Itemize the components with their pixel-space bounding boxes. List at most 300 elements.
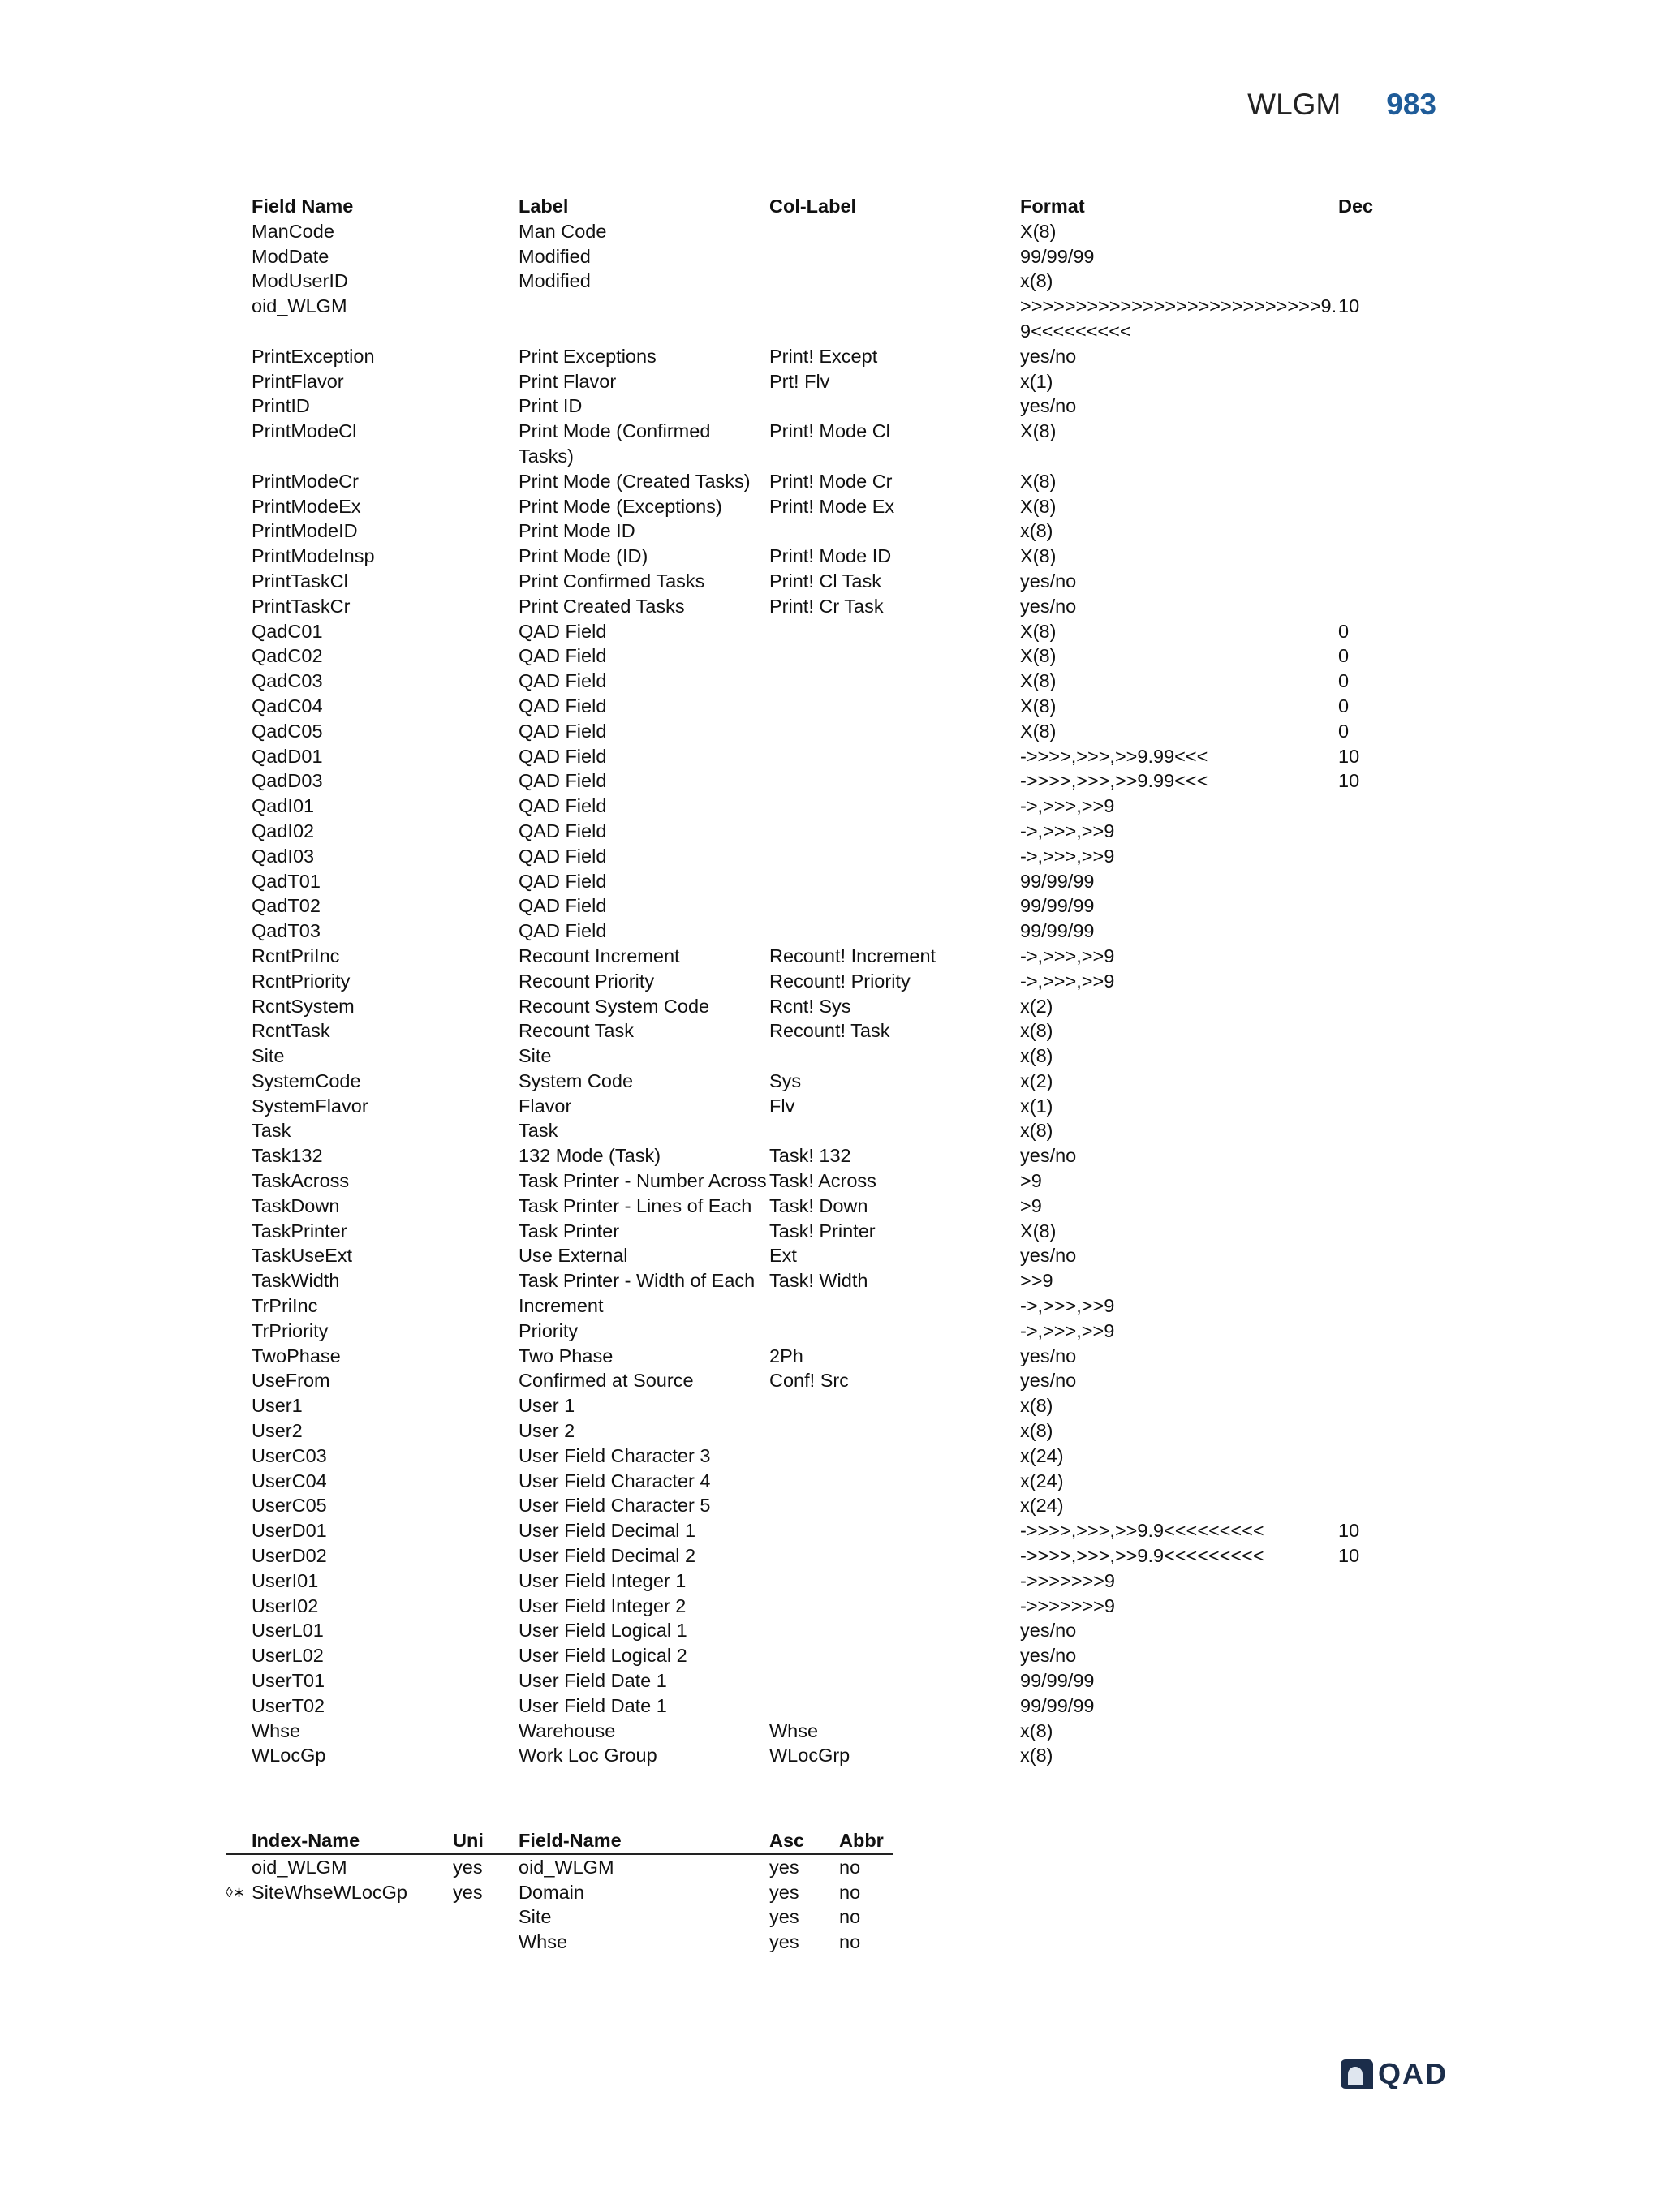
col-label-cell: Prt! Flv (769, 370, 830, 392)
col-label-cell (769, 1569, 1020, 1594)
format-cell: ->,>>>,>>9 (1020, 820, 1115, 841)
label-cell: Modified (519, 245, 591, 267)
uni-cell: yes (453, 1856, 483, 1878)
field-name-cell: PrintModeEx (252, 495, 361, 517)
format-cell: yes/no (1020, 345, 1077, 367)
format-cell: yes/no (1020, 1345, 1077, 1366)
label-cell: Print Mode ID (519, 520, 635, 542)
dec-cell (1338, 1194, 1387, 1219)
table-row (252, 1368, 1387, 1393)
format-cell: X(8) (1020, 420, 1057, 442)
uni-cell (453, 1930, 519, 1955)
col-label-cell: Print! Mode Cl (769, 420, 890, 442)
col-label-cell (769, 1518, 1020, 1543)
label-cell: Work Loc Group (519, 1745, 657, 1767)
table-row (252, 244, 1387, 269)
format-cell: x(8) (1020, 1045, 1053, 1067)
field-name-cell: Whse (519, 1931, 568, 1953)
table-row (252, 369, 1387, 394)
dec-cell (1338, 1668, 1387, 1693)
format-cell: x(1) (1020, 1095, 1053, 1117)
col-label-cell: Task! Width (769, 1270, 868, 1292)
field-name-cell: ModDate (252, 245, 329, 267)
dec-cell (1338, 1143, 1387, 1168)
asc-cell: yes (769, 1856, 799, 1878)
table-row (252, 619, 1387, 644)
dec-cell (1338, 1418, 1387, 1444)
format-cell: x(24) (1020, 1495, 1064, 1517)
format-cell: ->>>>,>>>,>>9.9<<<<<<<<< (1020, 1545, 1264, 1567)
table-row (252, 594, 1387, 619)
table-row (252, 1444, 1387, 1469)
col-label-cell: Task! Printer (769, 1220, 876, 1242)
dec-cell (1338, 269, 1387, 294)
format-cell: yes/no (1020, 595, 1077, 617)
field-name-cell: QadC01 (252, 620, 323, 642)
field-name-cell: UserT02 (252, 1694, 325, 1716)
dec-cell (1338, 893, 1387, 919)
table-row (252, 919, 1387, 944)
table-row (252, 1094, 1387, 1119)
format-cell: >9 (1020, 1170, 1042, 1192)
format-cell: ->,>>>,>>9 (1020, 1295, 1115, 1317)
dec-cell (1338, 1444, 1387, 1469)
col-label-cell: Print! Mode ID (769, 545, 892, 567)
label-cell: Print Flavor (519, 370, 617, 392)
dec-cell (1338, 1219, 1387, 1244)
col-label-cell (769, 794, 1020, 819)
field-name-cell: User2 (252, 1420, 303, 1442)
table-row (252, 719, 1387, 744)
field-name-cell: oid_WLGM (252, 295, 347, 317)
dec-cell (1338, 944, 1387, 969)
format-cell: >9 (1020, 1194, 1042, 1216)
format-cell: ->,>>>,>>9 (1020, 845, 1115, 867)
column-header-index-name: Index-Name (252, 1828, 453, 1854)
field-name-cell: UseFrom (252, 1370, 330, 1392)
index-name-cell: SiteWhseWLocGp (252, 1881, 407, 1903)
field-definition-table (252, 194, 1387, 1768)
dec-cell (1338, 1594, 1387, 1619)
format-cell: x(8) (1020, 1120, 1053, 1142)
dec-cell (1338, 919, 1387, 944)
qad-logo-text: QAD (1378, 2057, 1448, 2090)
label-cell: User Field Character 3 (519, 1444, 711, 1466)
dec-cell (1338, 519, 1387, 544)
dec-cell (1338, 469, 1387, 494)
label-cell: Print ID (519, 395, 583, 417)
label-cell: QAD Field (519, 845, 607, 867)
column-header-uni: Uni (453, 1828, 519, 1854)
field-name-cell: ModUserID (252, 270, 348, 292)
label-cell: Print Created Tasks (519, 595, 685, 617)
dec-cell: 10 (1338, 1545, 1360, 1567)
col-label-cell: Print! Cl Task (769, 570, 881, 592)
col-label-cell (769, 244, 1020, 269)
dec-cell (1338, 594, 1387, 619)
table-row (252, 519, 1387, 544)
col-label-cell: Task! Down (769, 1194, 868, 1216)
format-cell: ->>>>>>>9 (1020, 1594, 1115, 1616)
table-row (252, 869, 1387, 894)
label-cell: Recount Priority (519, 970, 655, 992)
dec-cell (1338, 869, 1387, 894)
field-name-cell: QadC02 (252, 645, 323, 667)
col-label-cell (769, 519, 1020, 544)
field-name-cell: TaskPrinter (252, 1220, 347, 1242)
column-header-asc: Asc (769, 1828, 839, 1854)
table-row (252, 1518, 1387, 1543)
col-label-cell: Flv (769, 1095, 795, 1117)
field-name-cell: Task132 (252, 1145, 323, 1167)
table-row (252, 1194, 1387, 1219)
label-cell: QAD Field (519, 720, 607, 742)
dec-cell (1338, 1368, 1387, 1393)
field-name-cell: SystemFlavor (252, 1095, 368, 1117)
dec-cell (1338, 794, 1387, 819)
label-cell: User Field Date 1 (519, 1670, 667, 1692)
label-cell: QAD Field (519, 870, 607, 892)
label-cell: User 2 (519, 1420, 575, 1442)
label-cell: Use External (519, 1245, 628, 1267)
label-cell: Priority (519, 1319, 579, 1341)
format-cell: 99/99/99 (1020, 920, 1095, 942)
field-name-cell: PrintException (252, 345, 375, 367)
col-label-cell (769, 1293, 1020, 1319)
format-cell: ->,>>>,>>9 (1020, 795, 1115, 817)
uni-cell (453, 1904, 519, 1930)
field-table-header-row (252, 194, 1387, 219)
format-cell: X(8) (1020, 220, 1057, 242)
table-row (252, 1168, 1387, 1194)
field-name-cell: RcntSystem (252, 995, 355, 1017)
dec-cell (1338, 1118, 1387, 1143)
field-name-cell: RcntPriInc (252, 945, 340, 966)
field-name-cell: QadI03 (252, 845, 315, 867)
col-label-cell (769, 719, 1020, 744)
dec-cell (1338, 1094, 1387, 1119)
dec-cell (1338, 1168, 1387, 1194)
label-cell: User Field Character 5 (519, 1495, 711, 1517)
label-cell: User Field Logical 1 (519, 1620, 687, 1642)
qad-logo (1341, 2057, 1448, 2091)
table-row (252, 1118, 1387, 1143)
column-header-field-name: Field Name (252, 196, 354, 217)
index-marker (226, 1930, 252, 1955)
index-table-header-row (226, 1828, 893, 1854)
label-cell: Increment (519, 1295, 604, 1317)
asc-cell: yes (769, 1906, 799, 1928)
col-label-cell (769, 844, 1020, 869)
format-cell: X(8) (1020, 695, 1057, 717)
col-label-cell (769, 269, 1020, 294)
col-label-cell (769, 619, 1020, 644)
format-cell: X(8) (1020, 645, 1057, 667)
format-cell: ->>>>,>>>,>>9.99<<< (1020, 745, 1208, 767)
field-name-cell: TaskDown (252, 1194, 340, 1216)
label-cell: QAD Field (519, 670, 607, 692)
col-label-cell: Recount! Increment (769, 945, 936, 966)
table-row (252, 1668, 1387, 1693)
table-row (252, 1493, 1387, 1518)
field-name-cell: UserC05 (252, 1495, 327, 1517)
format-cell: x(1) (1020, 370, 1053, 392)
col-label-cell (769, 819, 1020, 844)
dec-cell: 0 (1338, 645, 1350, 667)
field-name-cell: PrintTaskCr (252, 595, 351, 617)
label-cell: User Field Integer 2 (519, 1594, 687, 1616)
col-label-cell (769, 1618, 1020, 1643)
label-cell: Print Mode (Created Tasks) (519, 470, 751, 492)
field-name-cell: TaskWidth (252, 1270, 340, 1292)
table-row (252, 768, 1387, 794)
col-label-cell (769, 1469, 1020, 1494)
label-cell: Modified (519, 270, 591, 292)
dec-cell: 0 (1338, 670, 1350, 692)
table-row (252, 643, 1387, 669)
table-row (252, 1693, 1387, 1719)
format-cell: X(8) (1020, 720, 1057, 742)
table-row (252, 744, 1387, 769)
field-name-cell: PrintTaskCl (252, 570, 348, 592)
index-marker-header (226, 1828, 252, 1854)
col-label-cell (769, 1543, 1020, 1569)
col-label-cell (769, 694, 1020, 719)
table-row (252, 569, 1387, 594)
qad-logo-icon (1341, 2059, 1373, 2089)
format-cell: x(8) (1020, 1719, 1053, 1741)
label-cell (519, 294, 769, 344)
column-header-abbr: Abbr (839, 1828, 893, 1854)
table-row (252, 1418, 1387, 1444)
col-label-cell: Print! Mode Ex (769, 495, 895, 517)
format-cell: yes/no (1020, 1145, 1077, 1167)
format-cell: X(8) (1020, 495, 1057, 517)
label-cell: Recount Increment (519, 945, 680, 966)
dec-cell (1338, 494, 1387, 519)
field-name-cell: TrPriority (252, 1319, 329, 1341)
label-cell: QAD Field (519, 645, 607, 667)
field-name-cell: User1 (252, 1395, 303, 1417)
format-cell: x(8) (1020, 1745, 1053, 1767)
col-label-cell (769, 893, 1020, 919)
col-label-cell: Recount! Task (769, 1020, 890, 1042)
dec-cell (1338, 394, 1387, 419)
label-cell: User Field Integer 1 (519, 1569, 687, 1591)
field-name-cell: TrPriInc (252, 1295, 318, 1317)
label-cell: 132 Mode (Task) (519, 1145, 661, 1167)
table-row (252, 1543, 1387, 1569)
label-cell: User Field Logical 2 (519, 1645, 687, 1667)
col-label-cell: WLocGrp (769, 1745, 850, 1767)
col-label-cell (769, 1418, 1020, 1444)
format-cell: X(8) (1020, 1220, 1057, 1242)
col-label-cell (769, 1693, 1020, 1719)
col-label-cell: Whse (769, 1719, 819, 1741)
label-cell: Recount System Code (519, 995, 710, 1017)
dec-cell (1338, 1393, 1387, 1418)
col-label-cell: Print! Mode Cr (769, 470, 893, 492)
field-name-cell: PrintID (252, 395, 310, 417)
col-label-cell (769, 1393, 1020, 1418)
dec-cell (1338, 1018, 1387, 1044)
table-row (226, 1854, 893, 1880)
format-cell: ->,>>>,>>9 (1020, 945, 1115, 966)
label-cell: QAD Field (519, 695, 607, 717)
field-name-cell: UserI01 (252, 1569, 319, 1591)
label-cell: QAD Field (519, 895, 607, 917)
label-cell: Recount Task (519, 1020, 634, 1042)
col-label-cell: Recount! Priority (769, 970, 911, 992)
dec-cell (1338, 1344, 1387, 1369)
dec-cell (1338, 219, 1387, 244)
col-label-cell (769, 1643, 1020, 1668)
label-cell: Two Phase (519, 1345, 614, 1366)
col-label-cell (769, 919, 1020, 944)
table-row (226, 1880, 893, 1905)
col-label-cell (769, 744, 1020, 769)
table-row (252, 1618, 1387, 1643)
col-label-cell (769, 294, 1020, 344)
field-name-cell: QadD03 (252, 770, 323, 792)
table-row (252, 394, 1387, 419)
dec-cell (1338, 1743, 1387, 1768)
label-cell: Print Mode (ID) (519, 545, 648, 567)
asc-cell: yes (769, 1881, 799, 1903)
dec-cell (1338, 994, 1387, 1019)
page-header (1247, 88, 1436, 122)
label-cell: Task Printer - Number Across (519, 1170, 767, 1192)
index-marker (226, 1904, 252, 1930)
dec-cell (1338, 1643, 1387, 1668)
col-label-cell (769, 1668, 1020, 1693)
field-name-cell: UserL01 (252, 1620, 324, 1642)
format-cell: >>9 (1020, 1270, 1053, 1292)
field-name-cell: UserC03 (252, 1444, 327, 1466)
col-label-cell (769, 768, 1020, 794)
col-label-cell (769, 1594, 1020, 1619)
col-label-cell (769, 394, 1020, 419)
field-name-cell: WLocGp (252, 1745, 326, 1767)
label-cell: Warehouse (519, 1719, 616, 1741)
dec-cell (1338, 819, 1387, 844)
field-name-cell: oid_WLGM (519, 1856, 614, 1878)
field-name-cell: PrintModeID (252, 520, 358, 542)
label-cell: QAD Field (519, 920, 607, 942)
dec-cell (1338, 1493, 1387, 1518)
format-cell: yes/no (1020, 1370, 1077, 1392)
format-cell: X(8) (1020, 670, 1057, 692)
format-cell: X(8) (1020, 620, 1057, 642)
dec-cell: 10 (1338, 295, 1360, 317)
col-label-cell: Task! Across (769, 1170, 876, 1192)
label-cell: User Field Decimal 1 (519, 1520, 696, 1542)
abbr-cell: no (839, 1856, 861, 1878)
field-name-cell: PrintModeCr (252, 470, 359, 492)
dec-cell (1338, 1618, 1387, 1643)
field-name-cell: ManCode (252, 220, 334, 242)
field-name-cell: TaskAcross (252, 1170, 350, 1192)
col-label-cell (769, 1493, 1020, 1518)
field-name-cell: QadT01 (252, 870, 321, 892)
format-cell: ->>>>>>>9 (1020, 1569, 1115, 1591)
dec-cell (1338, 544, 1387, 569)
format-cell: ->,>>>,>>9 (1020, 1319, 1115, 1341)
field-name-cell: SystemCode (252, 1069, 361, 1091)
label-cell: Print Mode (Confirmed Tasks) (519, 420, 711, 467)
col-label-cell (769, 1319, 1020, 1344)
table-row (252, 1743, 1387, 1768)
label-cell: QAD Field (519, 795, 607, 817)
dec-cell (1338, 419, 1387, 469)
col-label-cell (769, 1444, 1020, 1469)
field-name-cell: RcntPriority (252, 970, 351, 992)
format-cell: x(8) (1020, 270, 1053, 292)
table-row (252, 1594, 1387, 1619)
dec-cell (1338, 369, 1387, 394)
format-cell: x(8) (1020, 1420, 1053, 1442)
label-cell: Print Confirmed Tasks (519, 570, 705, 592)
format-cell: ->>>>,>>>,>>9.99<<< (1020, 770, 1208, 792)
dec-cell: 10 (1338, 1520, 1360, 1542)
col-label-cell (769, 1118, 1020, 1143)
table-row (226, 1930, 893, 1955)
table-row (252, 844, 1387, 869)
table-row (252, 994, 1387, 1019)
dec-cell: 10 (1338, 745, 1360, 767)
field-name-cell: Domain (519, 1881, 584, 1903)
table-row (252, 669, 1387, 694)
field-name-cell: UserC04 (252, 1470, 327, 1491)
label-cell: QAD Field (519, 745, 607, 767)
table-row (252, 269, 1387, 294)
table-row (252, 694, 1387, 719)
field-name-cell: QadD01 (252, 745, 323, 767)
dec-cell (1338, 1693, 1387, 1719)
label-cell: User Field Decimal 2 (519, 1545, 696, 1567)
table-row (252, 1719, 1387, 1744)
table-row (252, 1044, 1387, 1069)
format-cell: 99/99/99 (1020, 1694, 1095, 1716)
field-name-cell: QadC04 (252, 695, 323, 717)
dec-cell (1338, 1293, 1387, 1319)
table-row (252, 893, 1387, 919)
table-row (252, 494, 1387, 519)
format-cell: yes/no (1020, 1245, 1077, 1267)
column-header-label: Label (519, 196, 569, 217)
table-row (252, 1393, 1387, 1418)
label-cell: Man Code (519, 220, 607, 242)
table-row (252, 819, 1387, 844)
format-cell: X(8) (1020, 470, 1057, 492)
field-name-cell: QadC03 (252, 670, 323, 692)
dec-cell (1338, 1268, 1387, 1293)
col-label-cell (769, 669, 1020, 694)
index-marker (226, 1854, 252, 1880)
format-cell: 99/99/99 (1020, 1670, 1095, 1692)
label-cell: Task Printer - Width of Each (519, 1270, 756, 1292)
table-row (252, 1643, 1387, 1668)
index-table (226, 1828, 893, 1955)
label-cell: QAD Field (519, 620, 607, 642)
table-row (252, 1469, 1387, 1494)
dec-cell (1338, 1719, 1387, 1744)
page-number: 983 (1386, 88, 1436, 121)
index-marker: ◊∗ (226, 1883, 245, 1900)
dec-cell (1338, 244, 1387, 269)
dec-cell (1338, 1319, 1387, 1344)
table-row (252, 1268, 1387, 1293)
